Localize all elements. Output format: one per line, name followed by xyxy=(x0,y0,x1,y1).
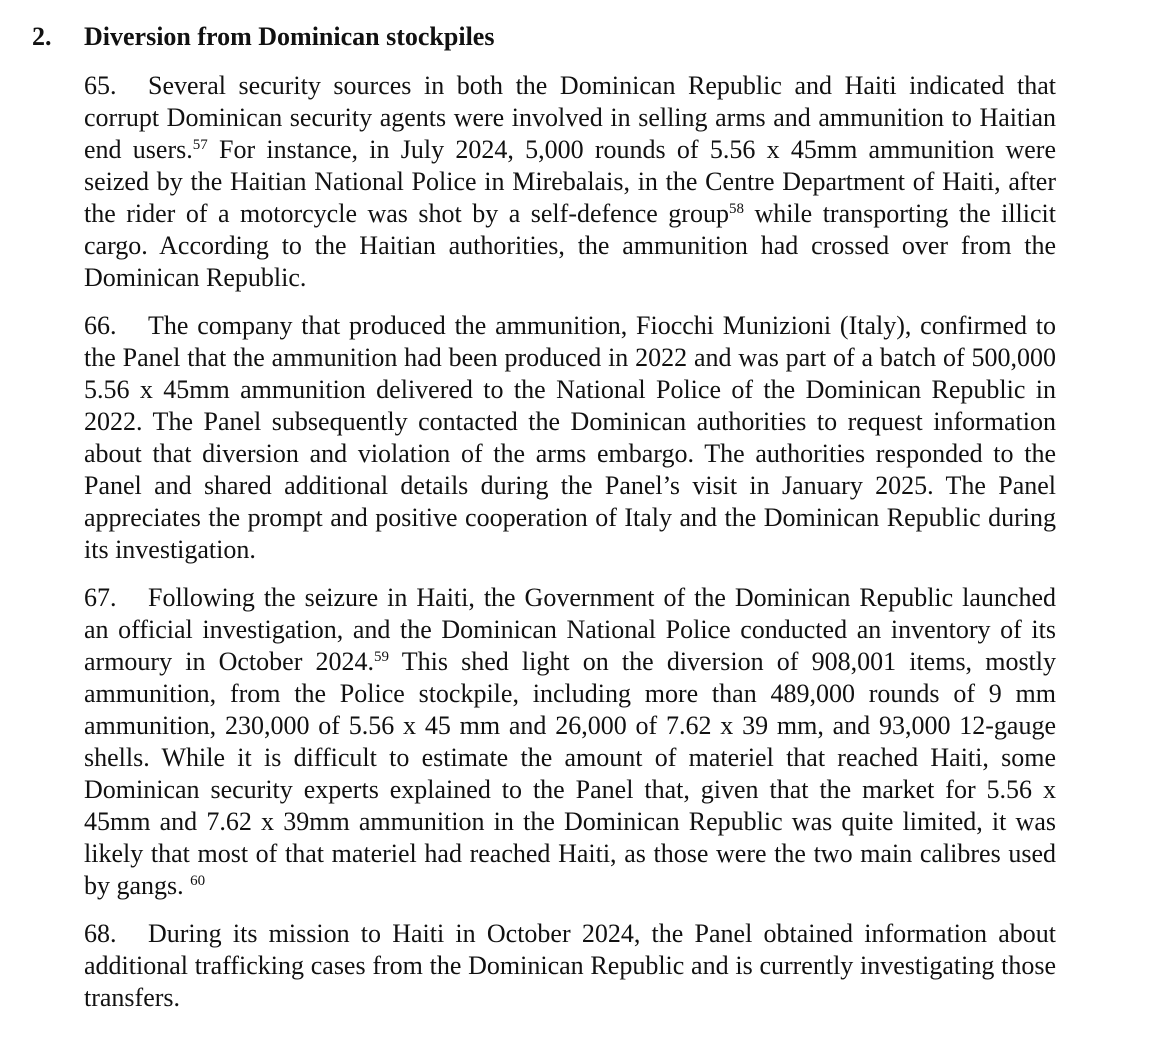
section-number: 2. xyxy=(32,22,52,51)
paragraph-text: while transporting the illicit cargo. According to the Haitian authorities, the ammunition had crossed over from the Dominican Republic. xyxy=(84,199,1056,292)
footnote-ref-57[interactable]: 57 xyxy=(192,137,208,153)
paragraph-68 xyxy=(84,918,1056,1014)
paragraph-text: For instance, in July 2024, 5,000 rounds of 5.56 x 45mm ammunition were seized by the Haitian National Police in Mirebalais, in the Centre Department of Haiti, after the rider of a motorcycle was shot by a self-defence group xyxy=(84,135,1056,228)
footnote-ref-60[interactable]: 60 xyxy=(190,873,206,889)
paragraph-number: 65. xyxy=(84,71,117,100)
section-heading xyxy=(32,20,1062,54)
paragraph-number: 66. xyxy=(84,311,117,340)
paragraph-66 xyxy=(84,310,1056,566)
paragraph-text: Several security sources in both the Dominican Republic and Haiti indicated that corrupt Dominican security agents were involved in selling arms and ammunition to Haitian end users. xyxy=(84,71,1056,164)
paragraph-text: During its mission to Haiti in October 2024, the Panel obtained information about additional trafficking cases from the Dominican Republic and is currently investigating those transfers. xyxy=(84,919,1056,1012)
paragraph-67 xyxy=(84,582,1056,902)
footnote-ref-59[interactable]: 59 xyxy=(374,649,390,665)
paragraph-text: Following the seizure in Haiti, the Government of the Dominican Republic launched an official investigation, and the Dominican National Police conducted an inventory of its armoury in October 2024. xyxy=(84,583,1056,676)
paragraph-text: The company that produced the ammunition, Fiocchi Munizioni (Italy), confirmed to the Panel that the ammunition had been produced in 2022 and was part of a batch of 500,000 5.56 x 45mm ammunition delivered to the National Police of the Dominican Republic in 2022. The Panel subsequently contacted the Dominican authorities to request information about that diversion and violation of the arms embargo. The authorities responded to the Panel and shared additional details during the Panel’s visit in January 2025. The Panel appreciates the prompt and positive cooperation of Italy and the Dominican Republic during its investigation. xyxy=(84,311,1056,564)
paragraph-text: This shed light on the diversion of 908,001 items, mostly ammunition, from the Police stockpile, including more than 489,000 rounds of 9 mm ammunition, 230,000 of 5.56 x 45 mm and 26,000 of 7.62 x 39 mm, and 93,000 12-gauge shells. While it is difficult to estimate the amount of materiel that reached Haiti, some Dominican security experts explained to the Panel that, given that the market for 5.56 x 45mm and 7.62 x 39mm ammunition in the Dominican Republic was quite limited, it was likely that most of that materiel had reached Haiti, as those were the two main calibres used by gangs. xyxy=(84,647,1057,900)
paragraph-number: 68. xyxy=(84,919,117,948)
paragraph-65 xyxy=(84,70,1056,294)
footnote-ref-58[interactable]: 58 xyxy=(728,201,744,217)
paragraph-number: 67. xyxy=(84,583,117,612)
section-title: Diversion from Dominican stockpiles xyxy=(84,22,495,51)
